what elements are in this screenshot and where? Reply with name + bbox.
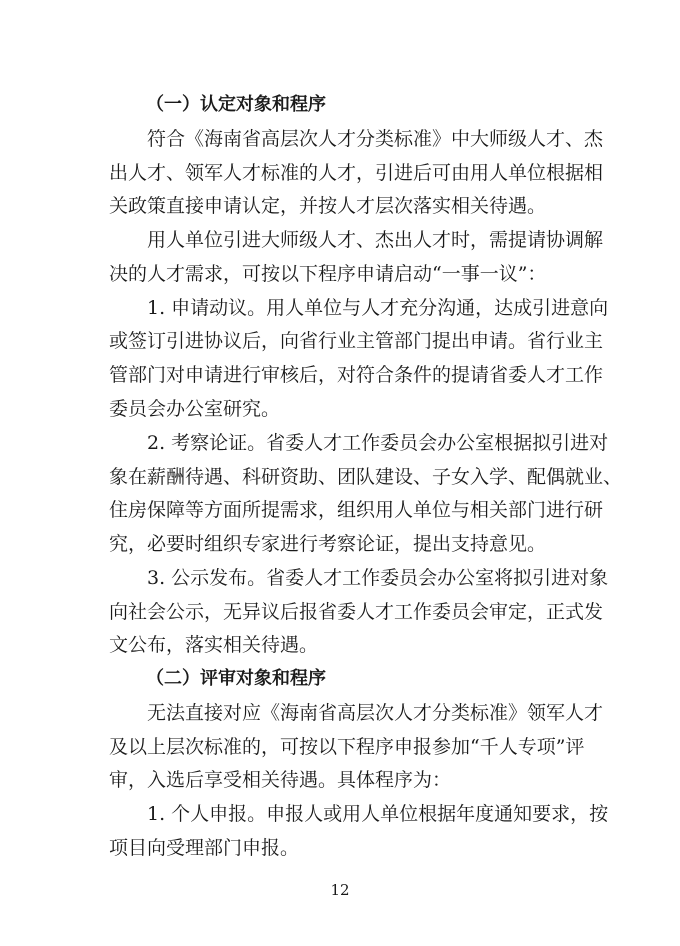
- paragraph-line: [0, 260, 680, 288]
- heading-text: （一）认定对象和程序: [146, 94, 326, 115]
- line-text: 符合《海南省高层次人才分类标准》中大师级人才、杰: [147, 128, 604, 150]
- paragraph-line: [0, 429, 680, 457]
- page-number: 12: [330, 881, 350, 899]
- paragraph-line: [0, 598, 680, 626]
- line-text: 关政策直接申请认定，并按人才层次落实相关待遇。: [109, 195, 547, 217]
- paragraph-line: [0, 192, 680, 220]
- section-heading-2: [0, 665, 680, 693]
- paragraph-line: [0, 395, 680, 423]
- heading-text: （二）评审对象和程序: [146, 668, 326, 689]
- paragraph-line: [0, 226, 680, 254]
- section-heading-1: [0, 91, 680, 119]
- paragraph-line: [0, 631, 680, 659]
- line-text: 用人单位引进大师级人才、杰出人才时，需提请协调解: [147, 229, 604, 251]
- paragraph-line: [0, 294, 680, 322]
- paragraph-line: [0, 834, 680, 862]
- paragraph-line: [0, 496, 680, 524]
- line-text: 及以上层次标准的，可按以下程序申报参加“千人专项”评: [109, 736, 585, 758]
- line-text: 审，入选后享受相关待遇。具体程序为：: [109, 769, 452, 791]
- line-text: 管部门对申请进行审核后，对符合条件的提请省委人才工作: [109, 364, 604, 386]
- paragraph-line: [0, 699, 680, 727]
- line-text: 出人才、领军人才标准的人才，引进后可由用人单位根据相: [109, 162, 604, 184]
- line-text: 文公布，落实相关待遇。: [109, 634, 319, 656]
- line-text: 委员会办公室研究。: [109, 398, 281, 420]
- line-text: 或签订引进协议后，向省行业主管部门提出申请。省行业主: [109, 330, 604, 352]
- line-text: 1. 个人申报。申报人或用人单位根据年度通知要求，按: [147, 803, 609, 825]
- line-text: 项目向受理部门申报。: [109, 837, 300, 859]
- line-text: 3. 公示发布。省委人才工作委员会办公室将拟引进对象: [147, 567, 609, 589]
- paragraph-line: [0, 766, 680, 794]
- paragraph-line: [0, 564, 680, 592]
- line-text: 住房保障等方面所提需求，组织用人单位与相关部门进行研: [109, 499, 604, 521]
- paragraph-line: [0, 327, 680, 355]
- line-text: 1. 申请动议。用人单位与人才充分沟通，达成引进意向: [147, 297, 609, 319]
- line-text: 决的人才需求，可按以下程序申请启动“一事一议”：: [109, 263, 547, 285]
- paragraph-line: [0, 125, 680, 153]
- paragraph-line: [0, 361, 680, 389]
- paragraph-line: [0, 800, 680, 828]
- line-text: 2. 考察论证。省委人才工作委员会办公室根据拟引进对: [147, 432, 609, 454]
- line-text: 究，必要时组织专家进行考察论证，提出支持意见。: [109, 533, 547, 555]
- paragraph-line: [0, 733, 680, 761]
- line-text: 无法直接对应《海南省高层次人才分类标准》领军人才: [147, 702, 604, 724]
- paragraph-line: [0, 530, 680, 558]
- line-text: 向社会公示，无异议后报省委人才工作委员会审定，正式发: [109, 601, 604, 623]
- line-text: 象在薪酬待遇、科研资助、团队建设、子女入学、配偶就业、: [109, 466, 623, 488]
- paragraph-line: [0, 159, 680, 187]
- paragraph-line: [0, 463, 680, 491]
